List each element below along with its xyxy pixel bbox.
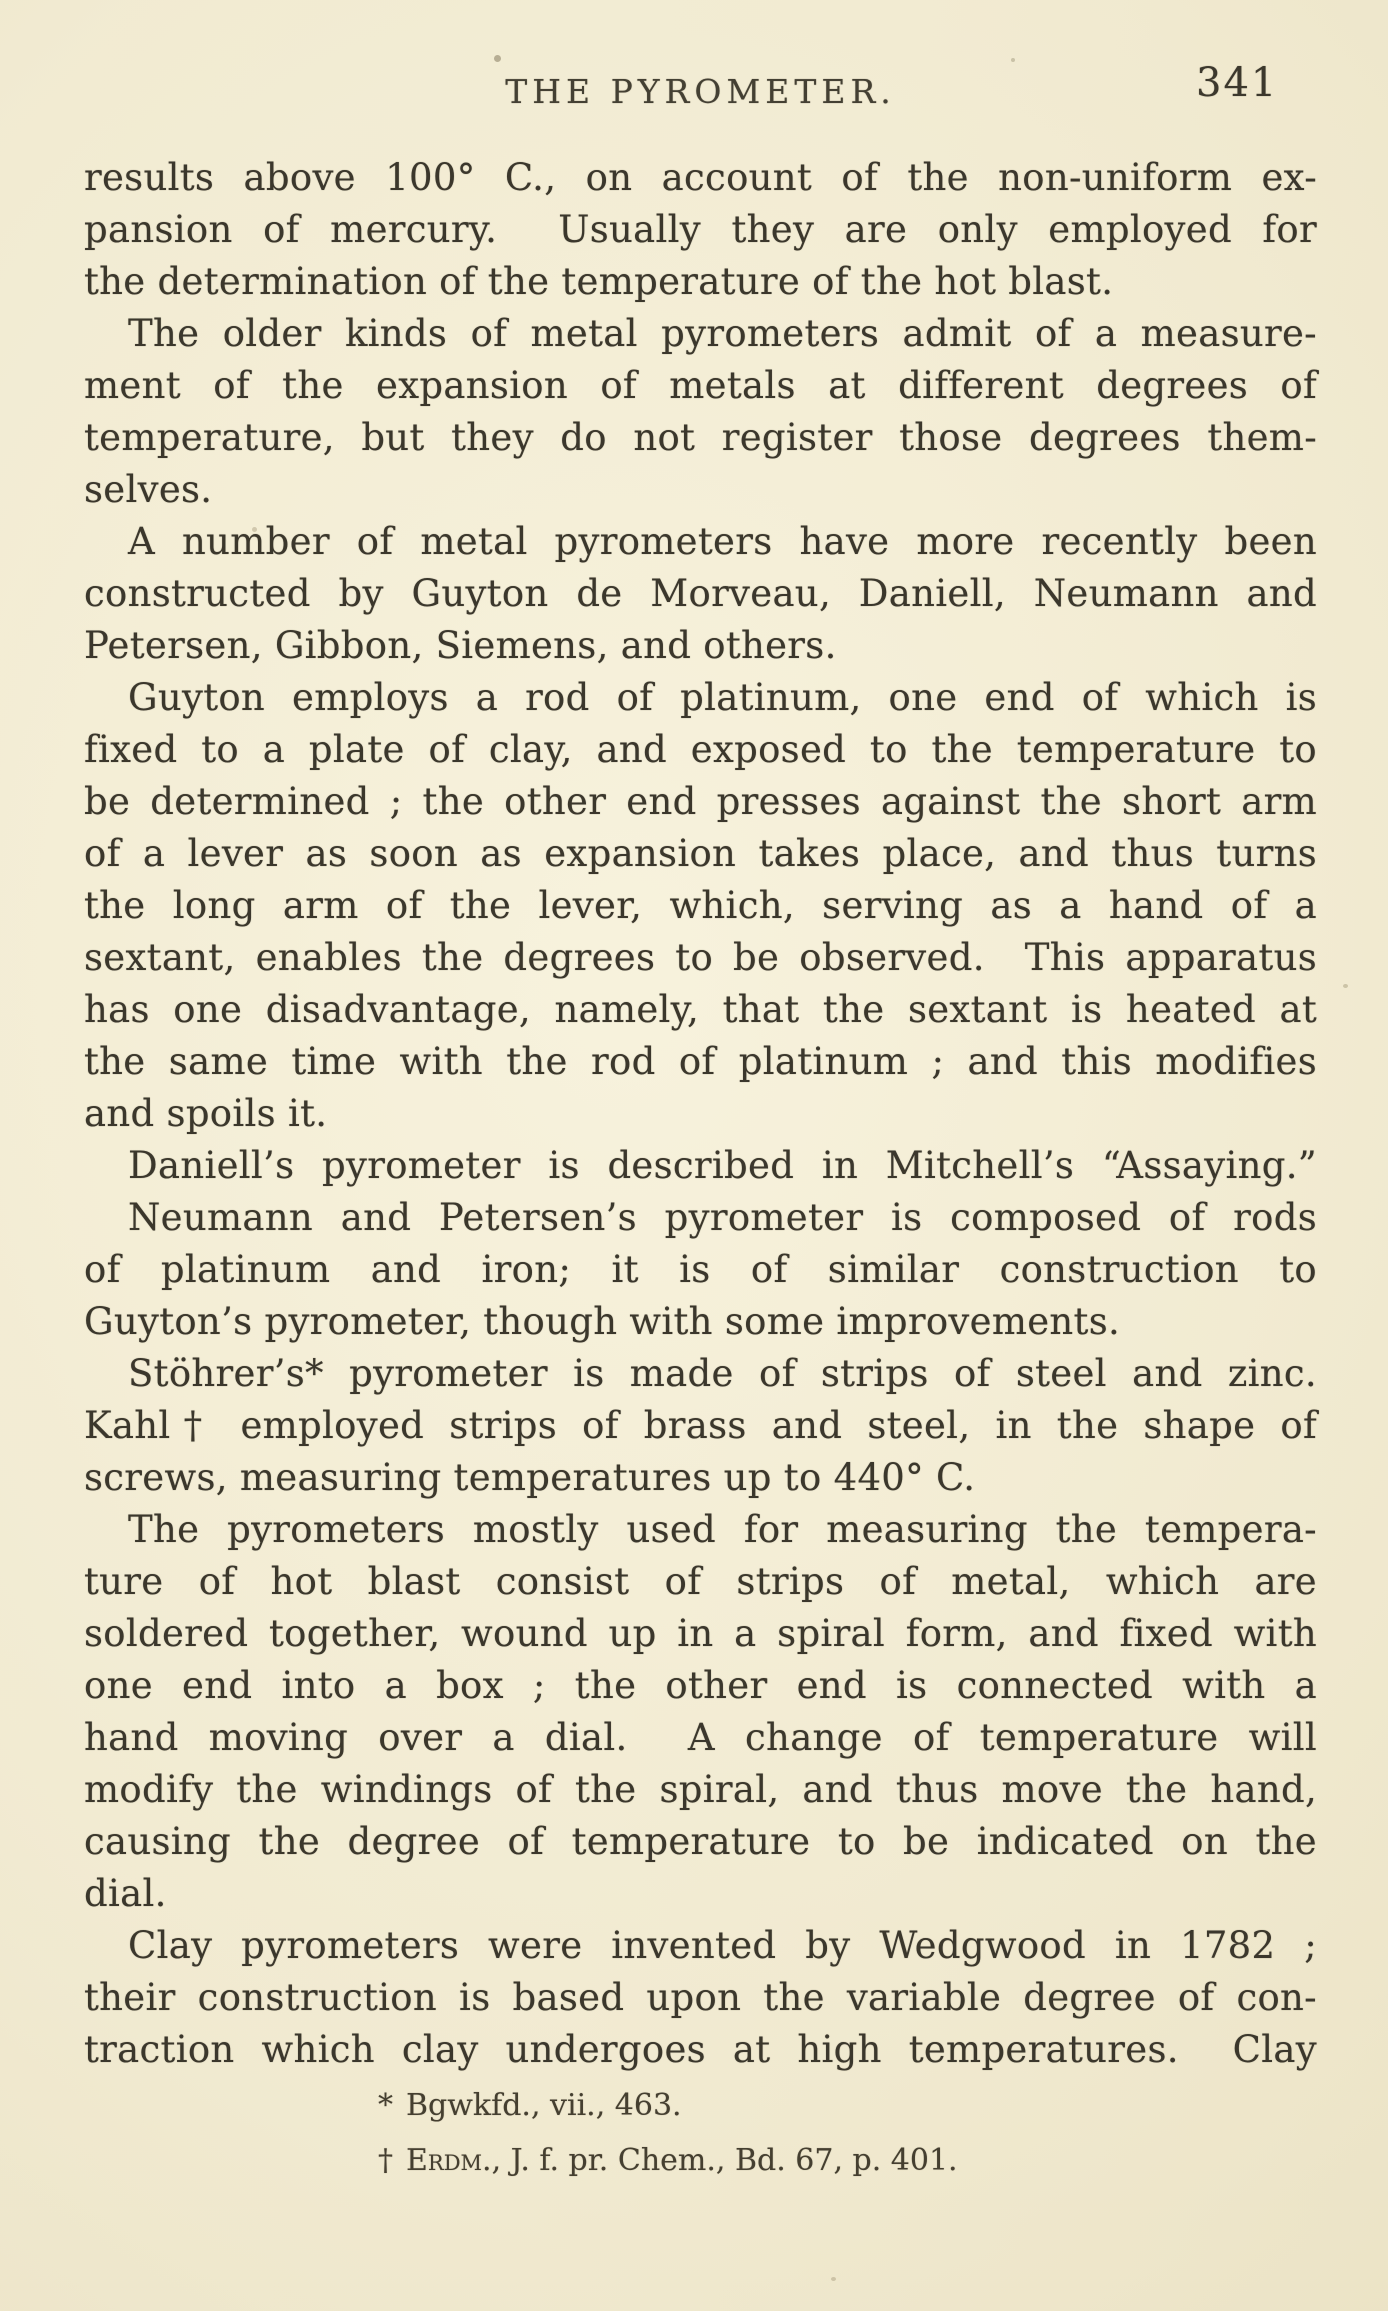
text-line: ture of hot blast consist of strips of metal, which are xyxy=(84,1560,1317,1603)
text-line: screws, measuring temperatures up to 440° C. xyxy=(84,1456,976,1499)
text-line: one end into a box ; the other end is connected with a xyxy=(84,1664,1317,1707)
body-text xyxy=(84,152,1317,2076)
text-line: sextant, enables the degrees to be observed. This apparatus xyxy=(84,936,1317,979)
text-line: The older kinds of metal pyrometers admit of a measure- xyxy=(128,312,1317,355)
text-line: Guyton’s pyrometer, though with some improvements. xyxy=(84,1300,1121,1343)
page-header xyxy=(84,72,1317,111)
running-title: THE PYROMETER. xyxy=(505,72,896,111)
text-line: and spoils it. xyxy=(84,1092,328,1135)
dust-speck xyxy=(831,2277,836,2281)
text-line: soldered together, wound up in a spiral form, and fixed with xyxy=(84,1612,1317,1655)
text-line: results above 100° C., on account of the non-uniform ex- xyxy=(84,156,1317,199)
text-line: causing the degree of temperature to be indicated on the xyxy=(84,1820,1317,1863)
footnote xyxy=(378,2133,1278,2188)
text-line: dial. xyxy=(84,1872,167,1915)
text-line: has one disadvantage, namely, that the sextant is heated at xyxy=(84,988,1317,1031)
text-line: the long arm of the lever, which, serving as a hand of a xyxy=(84,884,1317,927)
text-line: fixed to a plate of clay, and exposed to the temperature to xyxy=(84,728,1317,771)
dust-speck xyxy=(1343,984,1348,988)
footnote-marker: † xyxy=(378,2143,393,2178)
text-line: the determination of the temperature of the hot blast. xyxy=(84,260,1114,303)
text-line: Guyton employs a rod of platinum, one end of which is xyxy=(128,676,1317,719)
footnote-text: Bgwkfd., vii., 463. xyxy=(406,2088,682,2123)
text-line: pansion of mercury. Usually they are only employed for xyxy=(84,208,1317,251)
text-line: of a lever as soon as expansion takes place, and thus turns xyxy=(84,832,1317,875)
text-line: temperature, but they do not register those degrees them- xyxy=(84,416,1317,459)
footnote-marker: * xyxy=(378,2088,393,2123)
text-line: of platinum and iron; it is of similar construction to xyxy=(84,1248,1317,1291)
footnote-text: Erdm., J. f. pr. Chem., Bd. 67, p. 401. xyxy=(406,2143,958,2178)
text-line: Stöhrer’s* pyrometer is made of strips of steel and zinc. xyxy=(128,1352,1317,1395)
text-line: A number of metal pyrometers have more recently been xyxy=(128,520,1317,563)
text-line: their construction is based upon the variable degree of con- xyxy=(84,1976,1317,2019)
page-number: 341 xyxy=(1196,60,1279,106)
footnotes xyxy=(378,2078,1278,2188)
text-line: Kahl† employed strips of brass and steel, in the shape of xyxy=(84,1404,1317,1447)
text-line: ment of the expansion of metals at different degrees of xyxy=(84,364,1317,407)
text-line: the same time with the rod of platinum ; and this modifies xyxy=(84,1040,1317,1083)
footnote xyxy=(378,2078,1278,2133)
text-line: Clay pyrometers were invented by Wedgwood in 1782 ; xyxy=(128,1924,1317,1967)
text-line: Neumann and Petersen’s pyrometer is composed of rods xyxy=(128,1196,1317,1239)
text-line: The pyrometers mostly used for measuring the tempera- xyxy=(128,1508,1317,1551)
text-line: Petersen, Gibbon, Siemens, and others. xyxy=(84,624,837,667)
text-line: be determined ; the other end presses against the short arm xyxy=(84,780,1317,823)
text-line: hand moving over a dial. A change of temperature will xyxy=(84,1716,1317,1759)
footnote-author: Erdm. xyxy=(406,2143,492,2178)
dust-speck xyxy=(1011,58,1015,62)
text-line: constructed by Guyton de Morveau, Daniell, Neumann and xyxy=(84,572,1317,615)
text-line: traction which clay undergoes at high temperatures. Clay xyxy=(84,2028,1317,2071)
text-line: modify the windings of the spiral, and thus move the hand, xyxy=(84,1768,1317,1811)
text-line: selves. xyxy=(84,468,213,511)
dust-speck xyxy=(494,55,501,62)
text-line: Daniell’s pyrometer is described in Mitchell’s “Assaying.” xyxy=(128,1144,1317,1187)
